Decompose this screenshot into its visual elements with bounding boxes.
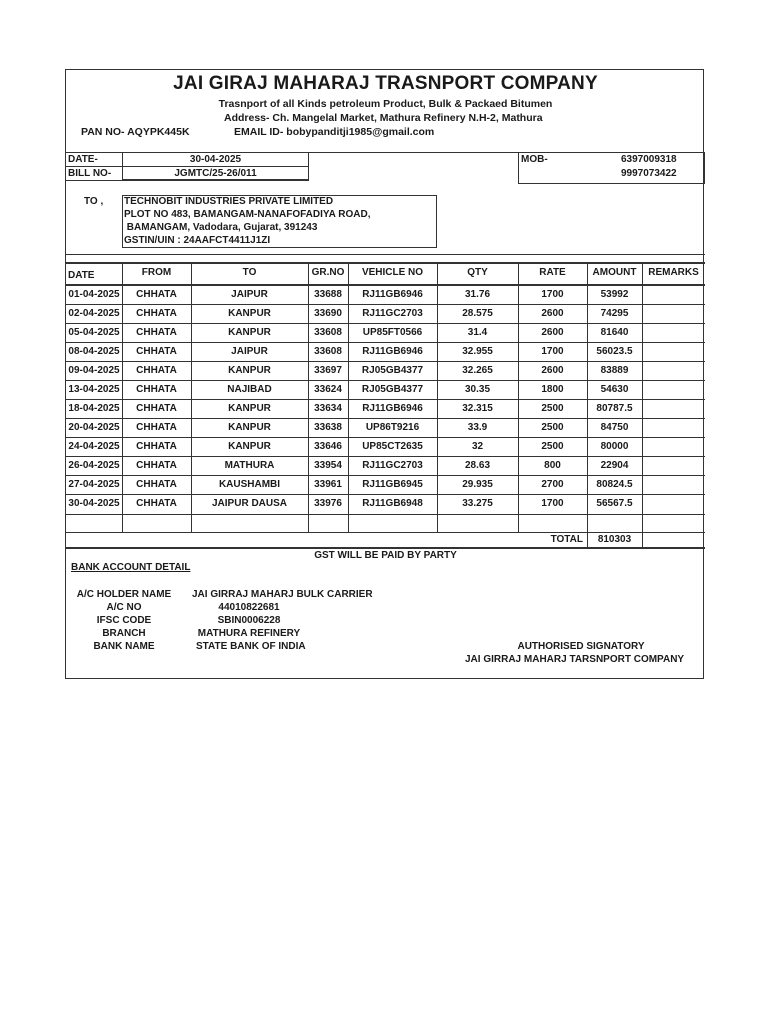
cell-vehicle-no: RJ11GB6945 [362, 479, 423, 490]
divider [66, 180, 309, 181]
cell-vehicle-no: RJ11GB6946 [362, 403, 423, 414]
table-rule [642, 532, 643, 547]
table-rule [66, 514, 705, 515]
header-to: TO [242, 267, 257, 278]
cell-qty: 32 [471, 441, 484, 452]
cell-qty: 33.9 [467, 422, 488, 433]
cell-date: 08-04-2025 [68, 346, 120, 357]
header-from: FROM [141, 267, 172, 278]
cell-vehicle-no: RJ11GC2703 [362, 460, 423, 471]
cell-amount: 22904 [600, 460, 629, 471]
bank-value-acno: 44010822681 [218, 602, 280, 613]
cell-amount: 56567.5 [596, 498, 633, 509]
cell-to: KANPUR [228, 403, 271, 414]
cell-rate: 2500 [541, 422, 564, 433]
table-rule [66, 304, 705, 305]
cell-date: 09-04-2025 [68, 365, 120, 376]
cell-vehicle-no: RJ11GB6948 [362, 498, 423, 509]
table-rule [66, 437, 705, 438]
cell-amount: 80000 [600, 441, 629, 452]
cell-from: CHHATA [136, 422, 177, 433]
table-rule [191, 262, 192, 532]
cell-amount: 84750 [600, 422, 629, 433]
recipient-line-2: PLOT NO 483, BAMANGAM-NANAFOFADIYA ROAD, [124, 209, 371, 220]
cell-rate: 2500 [541, 441, 564, 452]
cell-vehicle-no: UP86T9216 [365, 422, 420, 433]
cell-grno: 33697 [314, 365, 342, 376]
cell-qty: 32.265 [462, 365, 493, 376]
to-label: TO , [84, 196, 104, 207]
cell-rate: 2500 [541, 403, 564, 414]
cell-to: JAIPUR [231, 289, 268, 300]
header-grno: GR.NO [311, 267, 345, 278]
table-rule [66, 532, 705, 533]
table-rule [66, 494, 705, 495]
bank-label-ifsc: IFSC CODE [96, 615, 152, 626]
cell-to: NAJIBAD [227, 384, 272, 395]
signatory-company: JAI GIRRAJ MAHARJ TARSNPORT COMPANY [465, 654, 685, 665]
cell-rate: 800 [544, 460, 561, 471]
cell-qty: 28.575 [462, 308, 493, 319]
cell-grno: 33634 [314, 403, 342, 414]
table-rule [66, 254, 705, 255]
cell-vehicle-no: UP85FT0566 [362, 327, 423, 338]
cell-rate: 2600 [541, 327, 564, 338]
company-name: JAI GIRAJ MAHARAJ TRASNPORT COMPANY [173, 73, 598, 94]
date-label: DATE- [68, 154, 98, 165]
cell-amount: 83889 [600, 365, 629, 376]
table-rule [66, 284, 705, 286]
cell-amount: 53992 [600, 289, 629, 300]
table-rule [308, 262, 309, 532]
pan-number: PAN NO- AQYPK445K [81, 126, 190, 138]
header-amount: AMOUNT [592, 267, 637, 278]
table-rule [66, 547, 705, 549]
bank-value-ifsc: SBIN0006228 [217, 615, 281, 626]
cell-from: CHHATA [136, 346, 177, 357]
table-rule [642, 262, 643, 532]
date-value: 30-04-2025 [189, 154, 242, 165]
email-id: EMAIL ID- bobypanditji1985@gmail.com [234, 126, 435, 138]
cell-date: 26-04-2025 [68, 460, 120, 471]
cell-date: 20-04-2025 [68, 422, 120, 433]
cell-grno: 33690 [314, 308, 342, 319]
cell-vehicle-no: RJ11GB6946 [362, 289, 423, 300]
table-rule [66, 418, 705, 419]
cell-qty: 30.35 [464, 384, 491, 395]
cell-grno: 33624 [314, 384, 342, 395]
company-tagline: Trasnport of all Kinds petroleum Product, Bulk & Packaed Bitumen [218, 98, 553, 110]
cell-date: 24-04-2025 [68, 441, 120, 452]
table-rule [437, 262, 438, 532]
cell-rate: 1700 [541, 289, 564, 300]
header-date: DATE [68, 270, 95, 281]
cell-amount: 80787.5 [596, 403, 633, 414]
authorised-signatory: AUTHORISED SIGNATORY [517, 641, 645, 652]
cell-qty: 28.63 [464, 460, 491, 471]
cell-grno: 33961 [314, 479, 342, 490]
header-remarks: REMARKS [648, 267, 699, 278]
cell-amount: 80824.5 [596, 479, 633, 490]
table-rule [587, 262, 588, 532]
cell-from: CHHATA [136, 327, 177, 338]
cell-rate: 1700 [541, 498, 564, 509]
cell-to: JAIPUR [231, 346, 268, 357]
cell-amount: 54630 [600, 384, 629, 395]
cell-rate: 1800 [541, 384, 564, 395]
bill-label: BILL NO- [68, 168, 112, 179]
cell-grno: 33608 [314, 346, 342, 357]
cell-from: CHHATA [136, 365, 177, 376]
cell-vehicle-no: RJ05GB4377 [361, 384, 424, 395]
cell-qty: 33.275 [462, 498, 493, 509]
cell-grno: 33976 [314, 498, 342, 509]
table-rule [66, 361, 705, 362]
cell-amount: 81640 [600, 327, 629, 338]
table-rule [66, 399, 705, 400]
company-address: Address- Ch. Mangelal Market, Mathura Refinery N.H-2, Mathura [224, 112, 543, 124]
cell-qty: 29.935 [462, 479, 493, 490]
cell-to: KANPUR [228, 422, 271, 433]
mob-label: MOB- [521, 154, 548, 165]
cell-rate: 2700 [541, 479, 564, 490]
mob-number-2: 9997073422 [621, 168, 677, 179]
cell-from: CHHATA [136, 308, 177, 319]
cell-to: MATHURA [224, 460, 275, 471]
table-rule [66, 475, 705, 476]
total-value: 810303 [597, 534, 632, 545]
bank-label-holder: A/C HOLDER NAME [76, 589, 172, 600]
cell-rate: 1700 [541, 346, 564, 357]
cell-vehicle-no: UP85CT2635 [362, 441, 423, 452]
cell-to: JAIPUR DAUSA [211, 498, 287, 509]
cell-grno: 33688 [314, 289, 342, 300]
cell-from: CHHATA [136, 289, 177, 300]
cell-grno: 33646 [314, 441, 342, 452]
cell-vehicle-no: RJ11GC2703 [362, 308, 423, 319]
bank-label-branch: BRANCH [102, 628, 146, 639]
cell-grno: 33608 [314, 327, 342, 338]
total-label: TOTAL [550, 534, 583, 545]
recipient-line-4: GSTIN/UIN : 24AAFCT4411J1ZI [124, 235, 271, 246]
cell-to: KANPUR [228, 365, 271, 376]
cell-to: KAUSHAMBI [218, 479, 281, 490]
bank-heading: BANK ACCOUNT DETAIL [71, 562, 191, 573]
invoice-sheet [65, 69, 704, 679]
mob-number-1: 6397009318 [621, 154, 677, 165]
bank-value-branch: MATHURA REFINERY [197, 628, 301, 639]
recipient-line-3: BAMANGAM, Vadodara, Gujarat, 391243 [124, 222, 318, 233]
cell-from: CHHATA [136, 498, 177, 509]
header-rate: RATE [539, 267, 566, 278]
cell-qty: 32.955 [462, 346, 493, 357]
table-rule [66, 342, 705, 343]
table-rule [348, 262, 349, 532]
cell-date: 18-04-2025 [68, 403, 120, 414]
bank-value-holder: JAI GIRRAJ MAHARJ BULK CARRIER [192, 589, 373, 600]
cell-to: KANPUR [228, 327, 271, 338]
cell-vehicle-no: RJ05GB4377 [361, 365, 424, 376]
cell-from: CHHATA [136, 403, 177, 414]
table-rule [66, 323, 705, 324]
header-vehicle-no: VEHICLE NO [361, 267, 424, 278]
cell-grno: 33954 [314, 460, 342, 471]
cell-from: CHHATA [136, 460, 177, 471]
cell-date: 02-04-2025 [68, 308, 120, 319]
table-rule [66, 380, 705, 381]
cell-rate: 2600 [541, 365, 564, 376]
cell-date: 01-04-2025 [68, 289, 120, 300]
bill-value: JGMTC/25-26/011 [174, 168, 257, 179]
cell-grno: 33638 [314, 422, 342, 433]
table-rule [66, 456, 705, 457]
cell-to: KANPUR [228, 441, 271, 452]
cell-from: CHHATA [136, 479, 177, 490]
cell-qty: 31.4 [467, 327, 488, 338]
cell-date: 13-04-2025 [68, 384, 120, 395]
recipient-line-1: TECHNOBIT INDUSTRIES PRIVATE LIMITED [124, 196, 334, 207]
cell-date: 05-04-2025 [68, 327, 120, 338]
cell-vehicle-no: RJ11GB6946 [362, 346, 423, 357]
header-qty: QTY [467, 267, 488, 278]
cell-to: KANPUR [228, 308, 271, 319]
bank-value-bankname: STATE BANK OF INDIA [196, 641, 306, 652]
bank-label-bankname: BANK NAME [93, 641, 155, 652]
cell-amount: 74295 [600, 308, 629, 319]
table-rule [518, 262, 519, 532]
divider [66, 166, 309, 167]
cell-rate: 2600 [541, 308, 564, 319]
cell-amount: 56023.5 [596, 346, 633, 357]
table-rule [122, 262, 123, 532]
cell-qty: 31.76 [464, 289, 491, 300]
table-rule [66, 262, 705, 264]
cell-from: CHHATA [136, 384, 177, 395]
cell-date: 27-04-2025 [68, 479, 120, 490]
cell-date: 30-04-2025 [68, 498, 120, 509]
cell-qty: 32.315 [462, 403, 493, 414]
gst-note: GST WILL BE PAID BY PARTY [314, 550, 457, 561]
bank-label-acno: A/C NO [106, 602, 142, 613]
cell-from: CHHATA [136, 441, 177, 452]
